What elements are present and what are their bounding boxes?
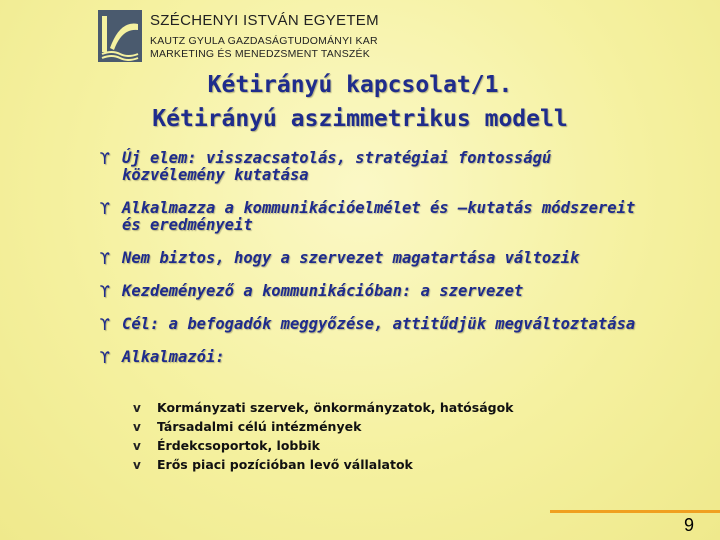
bullet-list xyxy=(98,150,658,382)
diamond-bullet-icon: v xyxy=(133,419,141,434)
bullet-text: Cél: a befogadók meggyőzése, attitűdjük megváltoztatása xyxy=(122,315,636,333)
bullet-item xyxy=(98,283,658,300)
slide-title-line2: Kétirányú aszimmetrikus modell xyxy=(152,106,568,132)
sub-item xyxy=(133,455,513,474)
bullet-item xyxy=(98,200,658,234)
university-logo xyxy=(98,10,142,62)
bullet-text: Új elem: visszacsatolás, stratégiai fontosságú közvélemény kutatása xyxy=(122,149,552,184)
bullet-mark-icon: ϒ xyxy=(100,282,110,301)
diamond-bullet-icon: v xyxy=(133,438,141,453)
bullet-text: Kezdeményező a kommunikációban: a szervezet xyxy=(122,282,524,300)
bullet-item xyxy=(98,316,658,333)
bullet-mark-icon: ϒ xyxy=(100,199,110,218)
sub-item xyxy=(133,417,513,436)
sub-list xyxy=(133,398,513,474)
footer-accent-line xyxy=(550,510,720,513)
diamond-bullet-icon: v xyxy=(133,457,141,472)
university-name: SZÉCHENYI ISTVÁN EGYETEM xyxy=(150,12,379,29)
bullet-mark-icon: ϒ xyxy=(100,348,110,367)
page-number: 9 xyxy=(684,515,695,535)
bullet-mark-icon: ϒ xyxy=(100,249,110,268)
sub-item-text: Erős piaci pozícióban levő vállalatok xyxy=(157,457,413,472)
bullet-text: Alkalmazza a kommunikációelmélet és –kutatás módszereit és eredményeit xyxy=(122,199,636,234)
bullet-item xyxy=(98,349,658,366)
bullet-item xyxy=(98,250,658,267)
bullet-text: Alkalmazói: xyxy=(122,348,225,366)
bullet-item xyxy=(98,150,658,184)
sub-item-text: Kormányzati szervek, önkormányzatok, hatóságok xyxy=(157,400,514,415)
bullet-text: Nem biztos, hogy a szervezet magatartása változik xyxy=(122,249,580,267)
bullet-mark-icon: ϒ xyxy=(100,315,110,334)
department-name: MARKETING ÉS MENEDZSMENT TANSZÉK xyxy=(150,48,370,60)
slide-title-line1: Kétirányú kapcsolat/1. xyxy=(207,72,513,98)
institution-header xyxy=(150,12,379,60)
sub-item-text: Társadalmi célú intézmények xyxy=(157,419,362,434)
diamond-bullet-icon: v xyxy=(133,400,141,415)
sub-item xyxy=(133,398,513,417)
faculty-name: KAUTZ GYULA GAZDASÁGTUDOMÁNYI KAR xyxy=(150,35,378,47)
sub-item xyxy=(133,436,513,455)
bullet-mark-icon: ϒ xyxy=(100,149,110,168)
sub-item-text: Érdekcsoportok, lobbik xyxy=(157,438,320,453)
